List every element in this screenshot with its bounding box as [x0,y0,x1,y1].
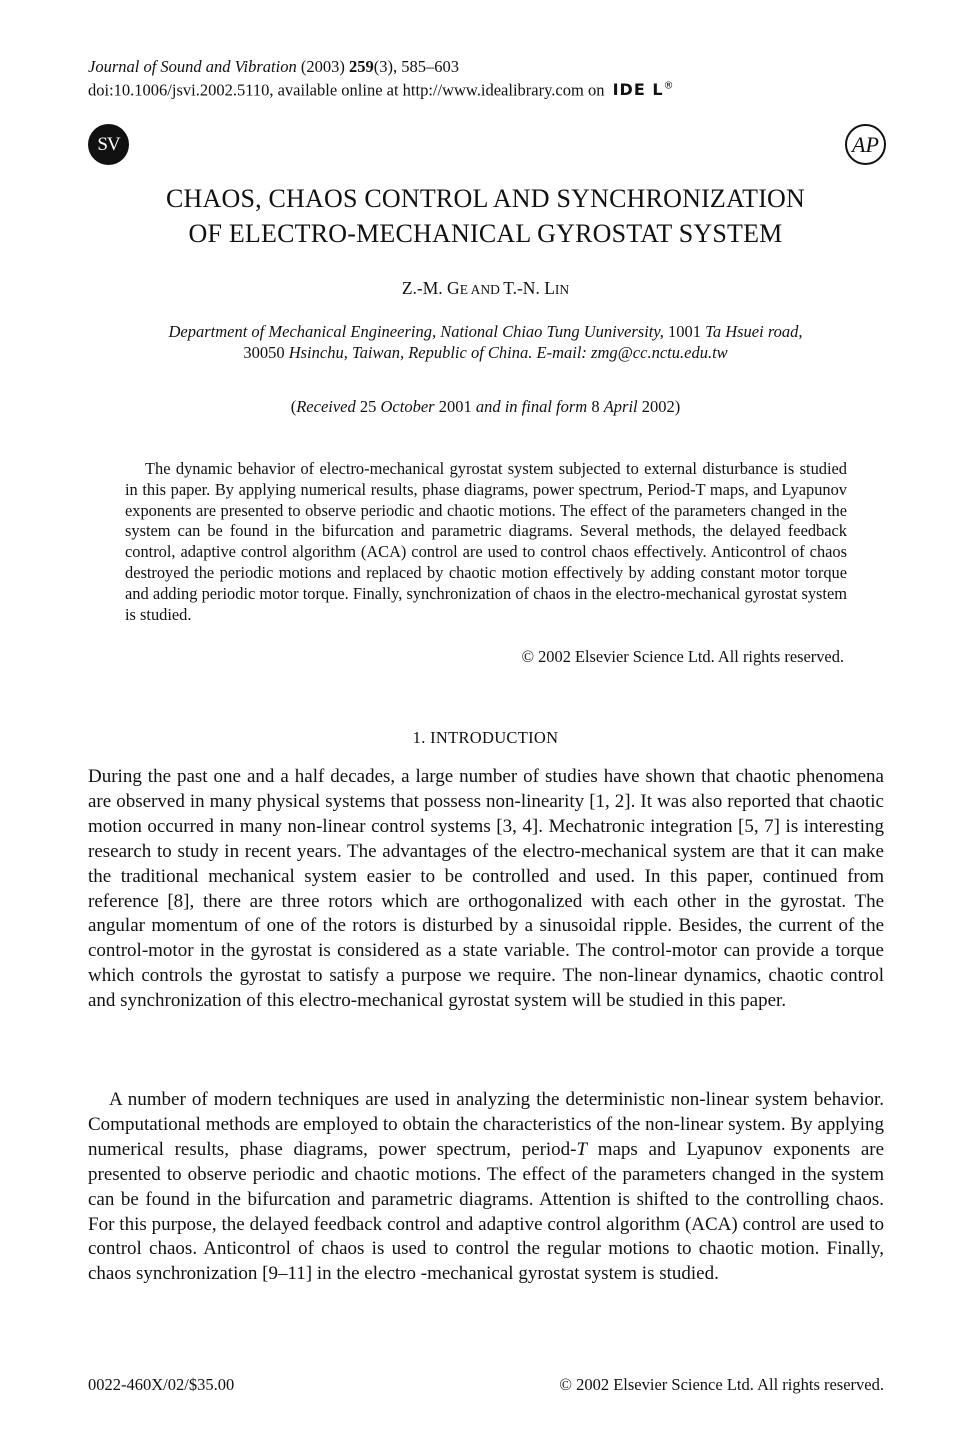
body-paragraph-2: A number of modern techniques are used in analyzing the deterministic non-linear system behavior. Computational methods are employed to obtain the characteristics of the non-linear system. By applying numerical results, phase diagrams, power spectrum, period-T maps and Lyapunov exponents are presented to observe periodic and chaotic motions. The effect of the parameters changed in the system can be found in the bifurcation and parametric diagrams. Attention is shifted to the controlling chaos. For this purpose, the delayed feedback control and adaptive control algorithm (ACA) control are used to control chaos. Anticontrol of chaos is used to control the regular motions to chaotic motion. Finally, chaos synchronization [9–11] in the electro -mechanical gyrostat system is studied. [88,1089,885,1285]
received-dates: (Received 25 October 2001 and in final form 8 April 2002) [290,397,681,416]
affiliation-line-1 [100,321,871,342]
authors-and: AND [467,282,504,297]
paper-title [60,181,911,251]
author-1-rest: E [459,282,468,297]
ideal-logo: IDE L® [612,80,675,100]
doi-line[interactable]: doi:10.1006/jsvi.2002.5110, available online at http://www.idealibrary.com on [88,80,605,100]
journal-year: (2003) [296,57,349,76]
journal-name: Journal of Sound and Vibration [88,57,297,76]
sv-logo-icon [88,124,129,165]
affiliation-street-num: 1001 [663,322,706,341]
authors [60,278,911,299]
body-paragraph-1: During the past one and a half decades, a large number of studies have shown that chaotic phenomena are observed in many physical systems that possess non-linearity [1, 2]. It was also reported that chaotic motion occurred in many non-linear control systems [3, 4]. Mechatronic integration [5, 7] is interesting research to study in recent years. The advantages of the electro-mechanical system are that it can make the traditional mechanical system easier to be controlled and used. In this paper, continued from reference [8], there are three rotors which are orthogonalized with each other in the gyrostat. The angular momentum of one of the rotors is disturbed by a sinusoidal ripple. Besides, the current of the control-motor in the gyrostat is considered as a state variable. The control-motor can provide a torque which controls the gyrostat to satisfy a purpose we require. The non-linear dynamics, chaotic control and synchronization of this electro-mechanical gyrostat system will be studied in this paper. [88,766,884,1012]
title-line-1: CHAOS, CHAOS CONTROL AND SYNCHRONIZATION [165,184,806,213]
author-2-rest: IN [554,282,570,297]
affiliation-zip: 30050 [243,343,289,362]
registered-mark: ® [663,81,675,92]
journal-header [88,57,675,100]
journal-citation [88,57,675,77]
journal-issue-pages: (3), 585–603 [373,57,459,76]
affiliation-city-email: Hsinchu, Taiwan, Republic of China. E-mail: zmg@cc.nctu.edu.tw [288,343,728,362]
section-heading: 1. INTRODUCTION [412,728,559,747]
author-2-initials: T.-N. L [503,278,555,298]
abstract-copyright: © 2002 Elsevier Science Ltd. All rights reserved. [521,647,844,666]
sv-logo-text: SV [97,134,120,155]
affiliation-line-2 [100,342,871,363]
affiliation-street: Ta Hsuei road, [705,322,803,341]
affiliation [100,321,871,363]
doi-line-row [88,77,675,100]
journal-volume: 259 [348,57,374,76]
title-line-2: OF ELECTRO-MECHANICAL GYROSTAT SYSTEM [188,219,783,248]
footer-issn-price: 0022-460X/02/$35.00 [88,1375,235,1394]
ap-logo-text: AP [852,132,879,157]
ap-logo-icon [845,124,886,165]
author-1-initials: Z.-M. G [401,278,460,298]
footer-copyright: © 2002 Elsevier Science Ltd. All rights reserved. [559,1375,884,1394]
abstract: The dynamic behavior of electro-mechanical gyrostat system subjected to external disturbance is studied in this paper. By applying numerical results, phase diagrams, power spectrum, Period-T maps, and Lyapunov exponents are presented to observe periodic and chaotic motions. The effect of the parameters changed in the system can be found in the bifurcation and parametric diagrams. Several methods, the delayed feedback control, adaptive control algorithm (ACA) control are used to control chaos effectively. Anticontrol of chaos destroyed the periodic motions and replaced by chaotic motion effectively by adding constant motor torque and adding periodic motor torque. Finally, synchronization of chaos in the electro-mechanical gyrostat system is studied. [125,459,847,624]
affiliation-dept: Department of Mechanical Engineering, National Chiao Tung Uuniversity, [168,322,664,341]
